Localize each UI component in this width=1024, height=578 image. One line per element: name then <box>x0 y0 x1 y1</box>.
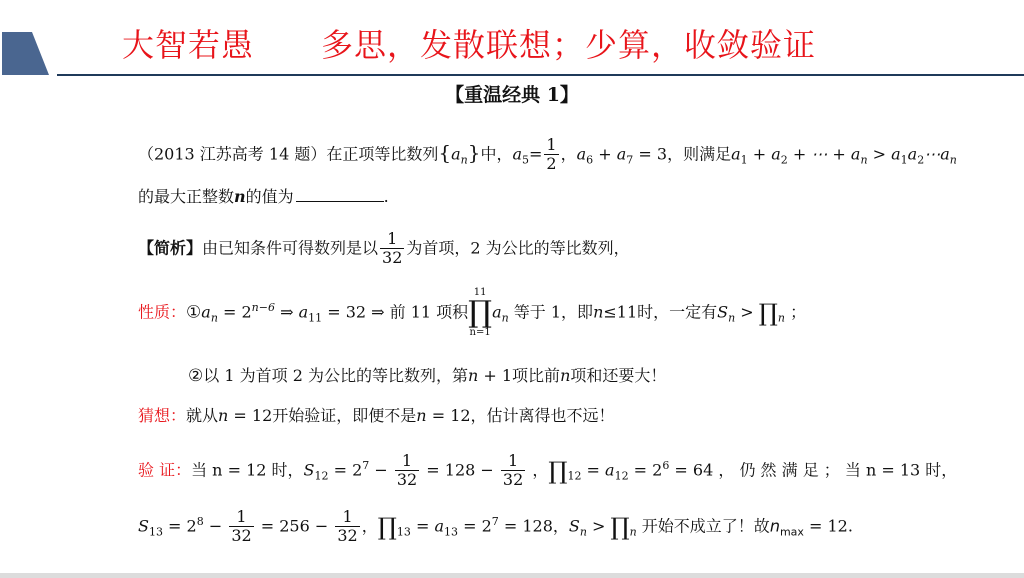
property-text3: 时，一定有 <box>637 302 718 322</box>
v1-den: 32 <box>396 470 418 490</box>
eq128b: = 128， <box>498 516 569 536</box>
exp8: 8 <box>196 515 204 529</box>
property-line-1 <box>138 288 806 338</box>
comma2: ， <box>361 516 378 536</box>
v4-den: 32 <box>337 526 358 546</box>
sep: ， <box>560 144 577 164</box>
S12-sub: 12 <box>314 469 329 483</box>
exp7b: 7 <box>491 515 499 529</box>
S12: S <box>303 460 315 480</box>
property-line-2 <box>188 368 666 385</box>
property-label: 性质： <box>138 302 187 322</box>
guess-eq1: = 12 <box>228 406 273 425</box>
half-den: 2 <box>546 154 557 174</box>
seq-brace-open: { <box>438 140 452 165</box>
Sn-sub: n <box>728 311 736 325</box>
slide-header <box>0 0 1024 80</box>
prod-var: a <box>492 302 502 322</box>
guess-text2: 开始验证，即便不是 <box>272 406 417 425</box>
a6-var: a <box>576 144 587 164</box>
sum-sub-1: 1 <box>740 153 748 167</box>
minus2: − <box>203 516 228 536</box>
property-text6: 项和还要大！ <box>570 366 667 385</box>
prod-sub-2: 2 <box>917 153 925 167</box>
eq-27: = 2 <box>457 516 492 536</box>
an-sub: n <box>210 311 218 325</box>
v-Sn: S <box>568 516 580 536</box>
product-symbol: ∏ <box>468 295 493 330</box>
guess-n1: n <box>218 406 229 425</box>
prod2-sub: n <box>777 311 785 325</box>
eq12: = 12. <box>803 516 853 536</box>
frac-den: 32 <box>382 248 403 268</box>
v1-num: 1 <box>395 452 419 471</box>
product-symbol-13: ∏ <box>377 512 397 541</box>
S13: S <box>138 516 149 536</box>
fraction-half <box>544 136 558 174</box>
np1-tail: + 1 <box>478 366 513 385</box>
eq-a12: = a <box>581 460 615 480</box>
product-symbol-2: ∏ <box>758 299 778 327</box>
v-eq1: = 2 <box>328 460 363 480</box>
seq-brace-close: } <box>467 140 481 165</box>
half-num: 1 <box>546 135 557 154</box>
fraction-v1 <box>395 452 419 490</box>
nmax: n <box>769 516 780 536</box>
header-title: 大智若愚 多思，发散联想；少算，收敛验证 <box>122 26 817 64</box>
comma1: ， <box>527 460 549 480</box>
line2-n: n <box>234 187 246 206</box>
fraction-1-32 <box>380 230 404 268</box>
property-text2: 等于 1，即 <box>508 302 594 322</box>
problem-line-1 <box>138 136 957 174</box>
a5-var: a <box>512 144 523 164</box>
prod12-sub: 12 <box>567 469 582 483</box>
arrow-a11: ⇒ a <box>274 302 309 322</box>
verify-text3: 开始不成立了！故 <box>636 516 770 536</box>
sum-2: + a <box>747 144 781 164</box>
a11-sub: 11 <box>308 311 323 325</box>
verify-line-1 <box>138 452 957 490</box>
exp7: 7 <box>362 459 370 473</box>
verify-text2: 仍 然 满 足 ； 当 n = 13 时， <box>734 460 958 480</box>
cond-text: ，则满足 <box>667 144 732 164</box>
guess-line <box>138 408 615 424</box>
a5-sub: 5 <box>522 153 530 167</box>
guess-label: 猜想： <box>138 406 187 425</box>
eq256: = 256 − <box>255 516 334 536</box>
a7-sub: 7 <box>626 153 634 167</box>
prod-3: ⋯a <box>924 144 950 164</box>
a12-sub: 12 <box>614 469 629 483</box>
line2-end: . <box>383 187 389 206</box>
gt: > <box>867 144 892 164</box>
prod-1: a <box>891 144 901 164</box>
fraction-v2 <box>501 452 525 490</box>
gt2: > <box>735 302 759 322</box>
np1: n <box>467 366 479 385</box>
seq-sub: n <box>460 153 468 167</box>
n2: n <box>560 366 571 385</box>
v-eq2: = 2 <box>162 516 197 536</box>
prodn-sub: n <box>629 525 637 539</box>
nmax-sub: max <box>779 525 804 539</box>
product-symbol-12: ∏ <box>548 456 568 485</box>
answer-blank <box>296 189 384 202</box>
v-gt: > <box>586 516 611 536</box>
product-symbol-n: ∏ <box>610 512 630 541</box>
circle-1: ① <box>186 302 202 323</box>
analysis-text2: 为首项，2 为公比的等比数列， <box>406 238 630 258</box>
minus1: − <box>369 460 393 480</box>
prod13-sub: 13 <box>396 525 411 539</box>
v2-den: 32 <box>502 470 524 490</box>
verify-line-2 <box>138 508 853 546</box>
analysis-line <box>138 230 630 268</box>
section-title: 【重温经典 1】 <box>445 84 579 106</box>
property-text1: 前 11 项积 <box>389 302 469 322</box>
v2-num: 1 <box>501 452 525 471</box>
an-var: a <box>201 302 211 322</box>
eq-26: = 2 <box>628 460 663 480</box>
sum-sub-2: 2 <box>780 153 788 167</box>
fraction-v4 <box>335 508 359 546</box>
property-text4: 以 1 为首项 2 为公比的等比数列，第 <box>203 366 468 385</box>
problem-line-2 <box>138 189 389 205</box>
frac-num: 1 <box>380 230 404 249</box>
property-text5: 项比前 <box>512 366 561 385</box>
a7-var: a <box>616 144 627 164</box>
guess-text3: ，估计离得也不远！ <box>470 406 615 425</box>
eq-2: = 2 <box>217 302 252 322</box>
v3-den: 32 <box>231 526 252 546</box>
property-tail: ； <box>785 302 807 322</box>
analysis-text1: 由已知条件可得数列是以 <box>202 238 379 258</box>
plus: + <box>593 144 617 164</box>
problem-source: （2013 江苏高考 14 题）在正项等比数列 <box>138 144 439 164</box>
eq32: = 32 ⇒ <box>322 302 390 322</box>
sum-3: + ⋯ + a <box>787 144 861 164</box>
eq3: = 3 <box>633 144 668 164</box>
header-divider <box>57 74 1024 76</box>
circle-2: ② <box>188 366 204 386</box>
eq-a13: = a <box>410 516 444 536</box>
sum-1: a <box>731 144 741 164</box>
eq-sign: = <box>529 144 543 164</box>
line2-text2: 的值为 <box>245 187 294 206</box>
v4-num: 1 <box>335 508 359 527</box>
line2-text1: 的最大正整数 <box>138 187 235 206</box>
a13-sub: 13 <box>443 525 458 539</box>
product-symbol-stack <box>468 288 492 338</box>
prod-2: a <box>907 144 918 164</box>
v3-num: 1 <box>229 508 253 527</box>
prod-bottom: n=1 <box>469 327 491 338</box>
n-le: n <box>593 302 604 322</box>
verify-label: 验 证： <box>138 460 192 480</box>
v-Sn-sub: n <box>579 525 587 539</box>
prod-sub-1: 1 <box>900 153 908 167</box>
seq-var: a <box>451 144 461 164</box>
S13-sub: 13 <box>148 525 163 539</box>
le11: ≤11 <box>603 302 638 322</box>
prod-sub-3: n <box>949 153 957 167</box>
verify-text1: 当 n = 12 时， <box>191 460 304 480</box>
prod-top: 11 <box>473 287 487 298</box>
guess-eq2: = 12 <box>426 406 471 425</box>
fraction-v3 <box>229 508 253 546</box>
sum-sub-3: n <box>860 153 868 167</box>
eq128: = 128 − <box>421 460 499 480</box>
Sn: S <box>717 302 729 322</box>
exp6: 6 <box>662 459 670 473</box>
corner-trapezoid-shape <box>2 32 49 75</box>
guess-n2: n <box>416 406 427 425</box>
a6-sub: 6 <box>586 153 594 167</box>
prod-var-sub: n <box>501 311 509 325</box>
analysis-label: 【简析】 <box>138 238 203 258</box>
eq64: = 64 ， <box>669 460 735 480</box>
problem-mid-text: 中， <box>480 144 513 164</box>
guess-text1: 就从 <box>186 406 219 425</box>
bottom-bar <box>0 573 1024 578</box>
exp-n-6: n−6 <box>251 301 275 315</box>
